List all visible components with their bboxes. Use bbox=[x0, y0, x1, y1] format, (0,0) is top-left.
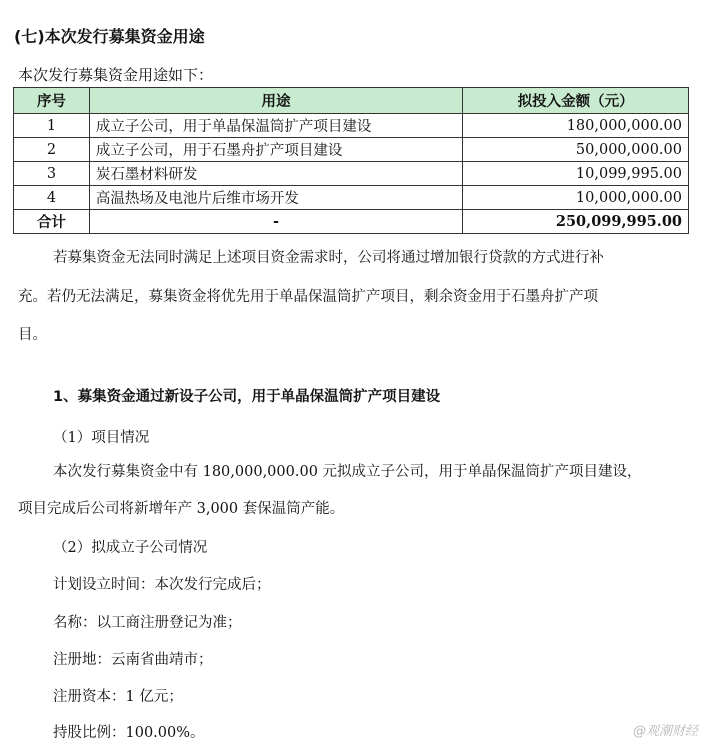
detail-item: 注册地：云南省曲靖市； bbox=[53, 652, 213, 668]
row-amount: 50,000,000.00 bbox=[463, 138, 689, 162]
row-use: 炭石墨材料研发 bbox=[89, 162, 462, 186]
table-row bbox=[14, 114, 689, 138]
item-title: （1）项目情况 bbox=[53, 430, 150, 446]
table-row bbox=[14, 186, 689, 210]
row-serial: 4 bbox=[14, 186, 90, 210]
paragraph-line: 若募集资金无法同时满足上述项目资金需求时，公司将通过增加银行贷款的方式进行补 bbox=[53, 250, 604, 266]
table-total-row bbox=[14, 210, 689, 234]
total-amount: 250,099,995.00 bbox=[463, 210, 689, 234]
total-use: - bbox=[89, 210, 462, 234]
detail-item: 名称：以工商注册登记为准； bbox=[53, 615, 242, 631]
intro-text: 本次发行募集资金用途如下： bbox=[18, 66, 214, 84]
row-serial: 3 bbox=[14, 162, 90, 186]
paragraph-line: 充。若仍无法满足，募集资金将优先用于单晶保温筒扩产项目，剩余资金用于石墨舟扩产项 bbox=[18, 289, 598, 305]
watermark: @观潮财经 bbox=[632, 724, 698, 739]
fund-allocation-table bbox=[13, 87, 689, 234]
detail-item: 计划设立时间：本次发行完成后； bbox=[53, 577, 271, 593]
item-title: （2）拟成立子公司情况 bbox=[53, 540, 208, 556]
row-amount: 10,000,000.00 bbox=[463, 186, 689, 210]
row-amount: 180,000,000.00 bbox=[463, 114, 689, 138]
row-amount: 10,099,995.00 bbox=[463, 162, 689, 186]
paragraph-line: 项目完成后公司将新增年产 3,000 套保温筒产能。 bbox=[18, 501, 345, 517]
header-serial: 序号 bbox=[14, 88, 90, 114]
row-use: 高温热场及电池片后维市场开发 bbox=[89, 186, 462, 210]
paragraph-line: 本次发行募集资金中有 180,000,000.00 元拟成立子公司，用于单晶保温筒扩产项目建设， bbox=[53, 464, 642, 480]
table-header-row bbox=[14, 88, 689, 114]
row-use: 成立子公司，用于石墨舟扩产项目建设 bbox=[89, 138, 462, 162]
header-amount: 拟投入金额（元） bbox=[463, 88, 689, 114]
detail-item: 持股比例：100.00%。 bbox=[53, 725, 205, 741]
header-use: 用途 bbox=[89, 88, 462, 114]
detail-item: 注册资本：1 亿元； bbox=[53, 689, 183, 705]
section-title: (七)本次发行募集资金用途 bbox=[14, 27, 205, 46]
row-serial: 1 bbox=[14, 114, 90, 138]
table-row bbox=[14, 138, 689, 162]
table-row bbox=[14, 162, 689, 186]
row-use: 成立子公司，用于单晶保温筒扩产项目建设 bbox=[89, 114, 462, 138]
subsection-title: 1、募集资金通过新设子公司，用于单晶保温筒扩产项目建设 bbox=[53, 389, 441, 405]
paragraph-line: 目。 bbox=[18, 327, 47, 343]
total-label: 合计 bbox=[14, 210, 90, 234]
row-serial: 2 bbox=[14, 138, 90, 162]
